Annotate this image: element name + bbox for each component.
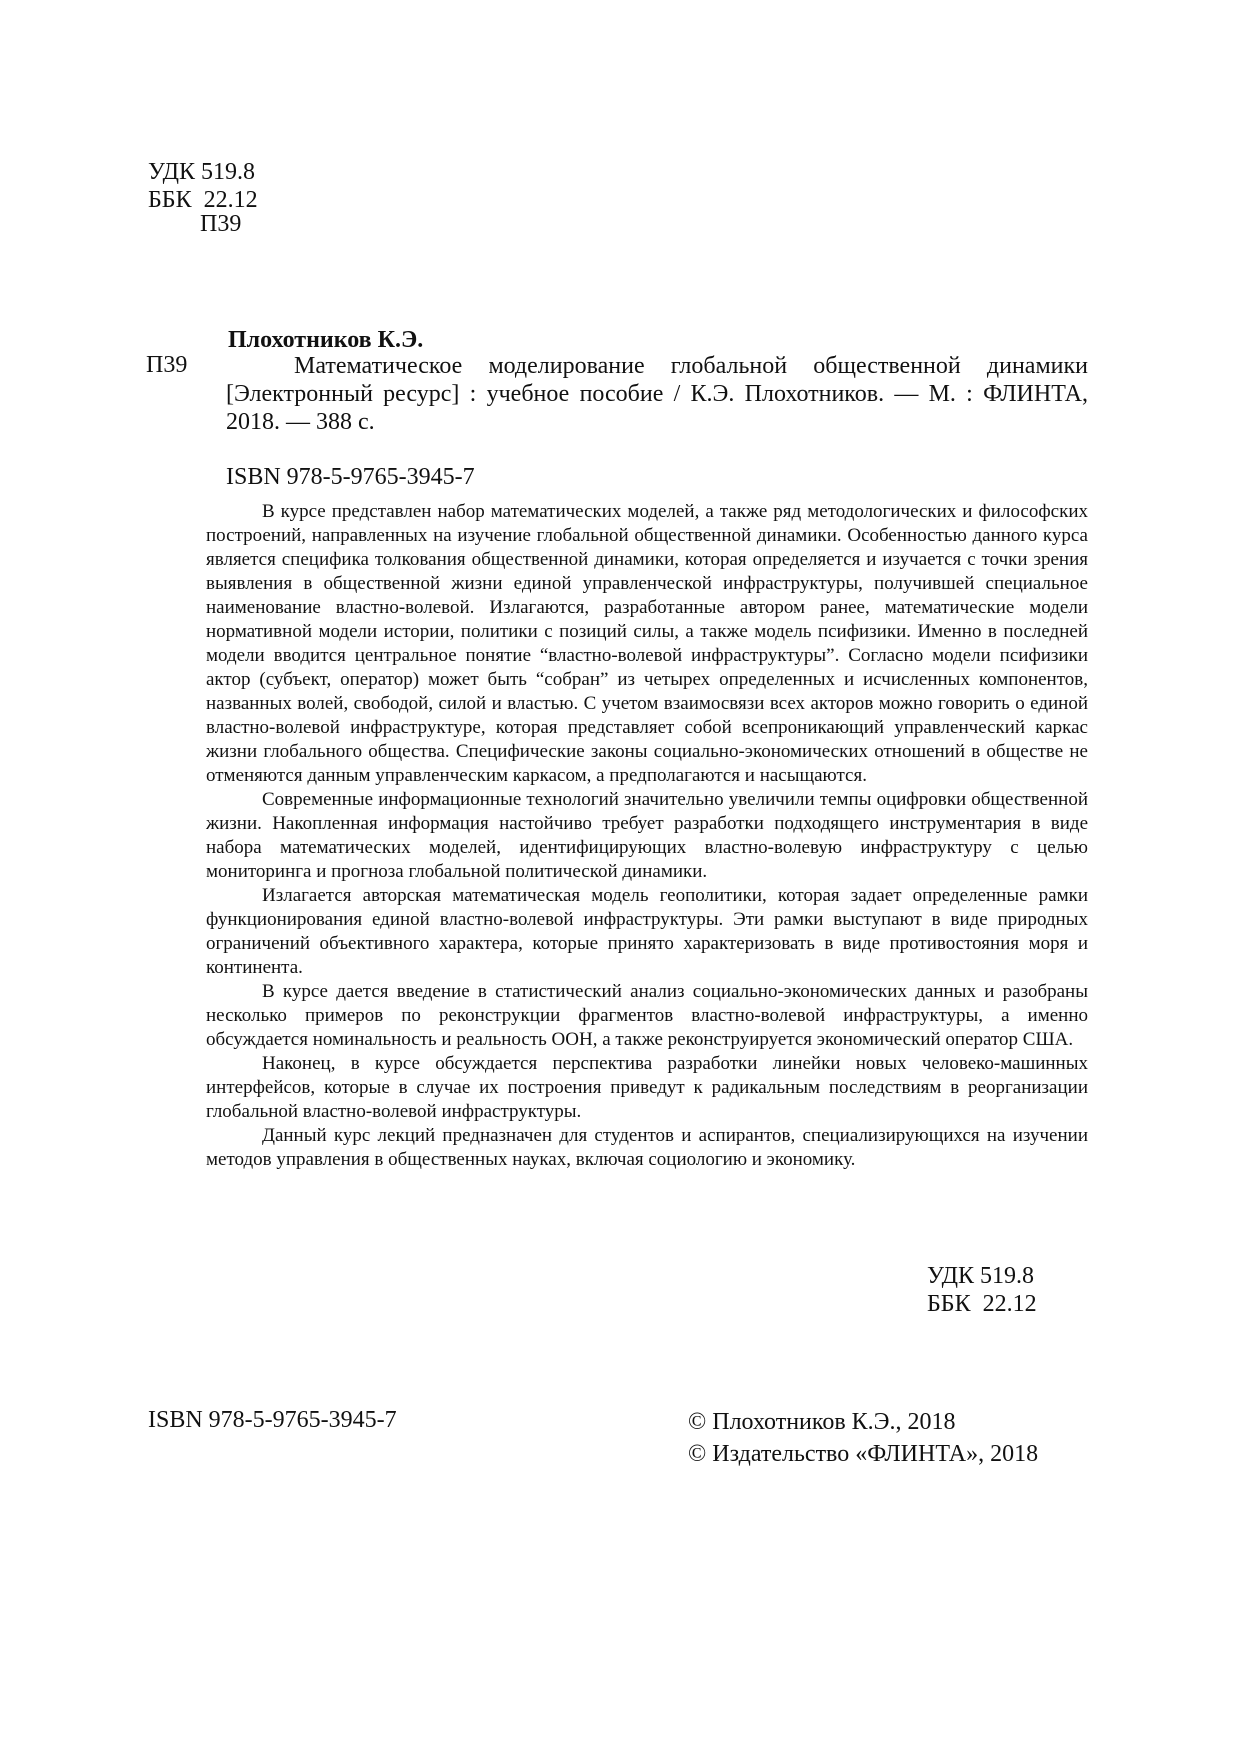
top-classification-codes	[148, 158, 348, 214]
abstract-paragraph: Наконец, в курсе обсуждается перспектива разработки линейки новых человеко-машинных интерфейсов, которые в случае их построения приведут к радикальным последствиям в реорганизации глобальной властно-волевой инфраструктуры.	[206, 1053, 1088, 1122]
copyright-block	[688, 1406, 1038, 1470]
bottom-bbk-code: ББК 22.12	[927, 1291, 1037, 1317]
top-udk-code: УДК 519.8	[148, 159, 255, 185]
abstract-paragraph: В курсе дается введение в статистический анализ социально-экономических данных и разобраны несколько примеров по реконструкции фрагментов властно-волевой инфраструктуры, а именно обсуждается номинальность и реальность ООН, а также реконструируется экономический оператор США.	[206, 981, 1088, 1050]
copyright-author: © Плохотников К.Э., 2018	[688, 1409, 956, 1435]
isbn-bottom: ISBN 978-5-9765-3945-7	[148, 1407, 397, 1433]
top-author-mark: П39	[200, 211, 242, 237]
isbn-top: ISBN 978-5-9765-3945-7	[226, 464, 475, 490]
copyright-publisher: © Издательство «ФЛИНТА», 2018	[688, 1441, 1039, 1467]
abstract-paragraph: Современные информационные технологий значительно увеличили темпы оцифровки общественной жизни. Накопленная информация настойчиво требует разработки подходящего инструментария в виде набора математических моделей, идентифицирующих властно-волевую инфраструктуру с целью мониторинга и прогноза глобальной политической динамики.	[206, 789, 1088, 882]
author-name: Плохотников К.Э.	[228, 327, 424, 353]
abstract-paragraph: Излагается авторская математическая модель геополитики, которая задает определенные рамки функционирования единой властно-волевой инфраструктуры. Эти рамки выступают в виде природных ограничений объективного характера, которые принято характеризовать в виде противостояния моря и континента.	[206, 885, 1088, 978]
margin-author-mark: П39	[146, 352, 188, 378]
bottom-classification-codes	[927, 1262, 1037, 1318]
bottom-udk-code: УДК 519.8	[927, 1263, 1034, 1289]
abstract-paragraph: В курсе представлен набор математических моделей, а также ряд методологических и философских построений, направленных на изучение глобальной общественной динамики. Особенностью данного курса является специфика толкования общественной динамики, которая определяется и изучается с точки зрения выявления в общественной жизни единой управленческой инфраструктуры, получившей специальное наименование властно-волевой. Излагаются, разработанные автором ранее, математические модели нормативной модели истории, политики с позиций силы, а также модель псифизики. Именно в последней модели вводится центральное понятие “властно-волевой инфраструктуры”. Согласно модели псифизики актор (субъект, оператор) может быть “собран” из четырех определенных и исчисленных компонентов, названных волей, свободой, силой и властью. С учетом взаимосвязи всех акторов можно говорить о единой властно-волевой инфраструктуре, которая представляет собой всепроникающий управленческий каркас жизни глобального общества. Специфические законы социально-экономических отношений в обществе не отменяются данным управленческим каркасом, а предполагаются и насыщаются.	[206, 501, 1088, 786]
top-bbk-code: ББК 22.12	[148, 187, 258, 213]
abstract-paragraph: Данный курс лекций предназначен для студентов и аспирантов, специализирующихся на изучении методов управления в общественных науках, включая социологию и экономику.	[206, 1125, 1088, 1170]
bibliographic-title: Математическое моделирование глобальной общественной динамики [Электронный ресурс] : учебное пособие / К.Э. Плохотников. — М. : ФЛИНТА, 2018. — 388 с.	[226, 353, 1088, 435]
abstract	[206, 500, 1088, 1172]
